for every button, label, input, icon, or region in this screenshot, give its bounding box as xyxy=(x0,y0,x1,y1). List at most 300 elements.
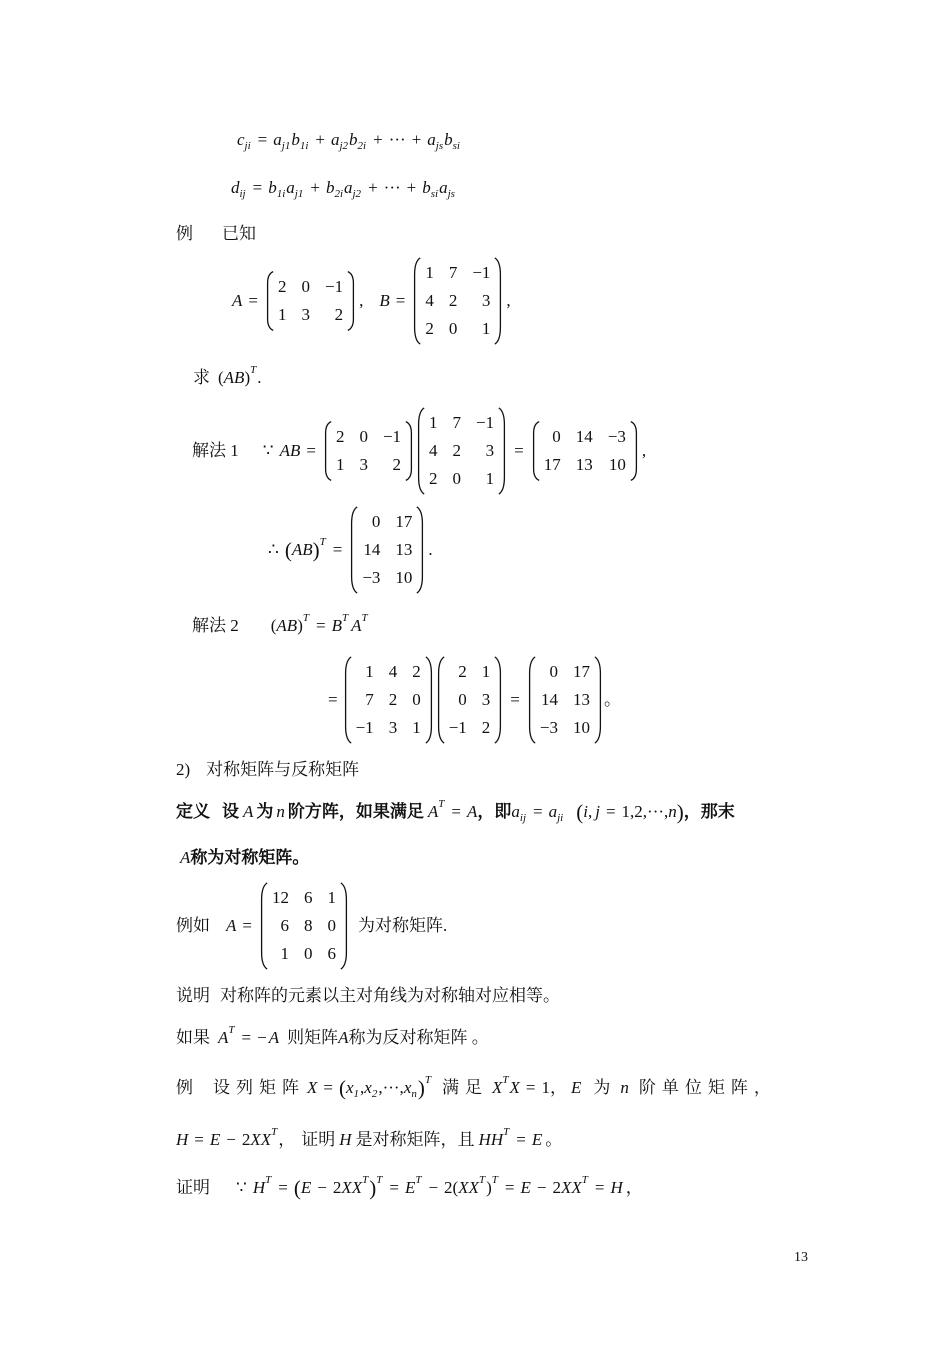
matrix-b xyxy=(412,257,503,345)
number: 2 xyxy=(552,1178,561,1197)
matrix-cell: −1 xyxy=(472,263,491,282)
number-list: 1,2,···, xyxy=(621,802,669,821)
text: 如果 xyxy=(176,1028,210,1047)
matrix-b xyxy=(416,407,507,495)
text: 称为对称矩阵。 xyxy=(190,848,310,867)
punct: . xyxy=(257,368,262,387)
math-var: XX xyxy=(341,1178,363,1197)
operator: = xyxy=(389,1178,399,1197)
math-var: a xyxy=(330,130,340,149)
example-2 xyxy=(176,1074,777,1100)
matrix-cell: 2 xyxy=(481,718,491,737)
paren: ( xyxy=(270,616,277,635)
math-var: A xyxy=(467,802,478,821)
math-var: A xyxy=(218,1028,229,1047)
text: 为 xyxy=(593,1078,611,1097)
matrix-cell: 3 xyxy=(481,291,491,310)
definition-end xyxy=(180,847,309,869)
operator: − xyxy=(257,1028,267,1047)
paren: ( xyxy=(293,1176,301,1200)
matrix-grid xyxy=(538,656,592,744)
matrix-cell: −3 xyxy=(539,718,558,737)
right-paren xyxy=(347,271,355,331)
matrix-b-transpose xyxy=(343,656,434,744)
superscript: T xyxy=(438,798,445,810)
matrix-grid xyxy=(270,882,338,970)
left-paren xyxy=(437,656,445,744)
math-var: n xyxy=(276,802,285,821)
subscript: si xyxy=(430,188,439,200)
right-paren xyxy=(425,656,433,744)
therefore-symbol: ∴ xyxy=(268,540,279,559)
operator: = xyxy=(257,130,268,149)
superscript: T xyxy=(341,612,349,624)
proof-label: 证明 xyxy=(176,1178,210,1197)
math-var: AB xyxy=(276,616,298,635)
matrix-cell: 7 xyxy=(448,263,458,282)
matrix-grid xyxy=(542,421,628,481)
operator: = xyxy=(594,1178,605,1197)
subscript: js xyxy=(435,140,444,152)
subscript: 1 xyxy=(353,1088,360,1100)
operator: = xyxy=(194,1130,204,1149)
paren: ) xyxy=(417,1076,425,1100)
matrix-cell: 2 xyxy=(452,441,462,460)
left-paren xyxy=(532,421,540,481)
paren: ) xyxy=(486,1178,492,1197)
math-var: E xyxy=(520,1178,531,1197)
text: ，即 xyxy=(477,802,512,821)
math-var: c xyxy=(237,130,245,149)
matrix-grid xyxy=(423,257,492,345)
solution-label: 解法 1 xyxy=(192,441,239,460)
math-var: A xyxy=(427,802,439,821)
superscript: T xyxy=(503,1126,510,1138)
left-paren xyxy=(266,271,274,331)
matrix-a xyxy=(265,271,356,331)
math-var: XX xyxy=(458,1178,479,1197)
matrix-cell: 2 xyxy=(334,305,344,324)
matrix-ab-transpose xyxy=(527,656,603,744)
paren: ) xyxy=(297,616,303,635)
matrix-cell: 7 xyxy=(365,690,374,709)
matrix-ab-transpose xyxy=(349,506,425,594)
matrix-cell: 14 xyxy=(363,540,381,559)
matrix-cell: 0 xyxy=(448,319,458,338)
formula-c xyxy=(237,129,461,151)
punct: ， xyxy=(625,1178,643,1197)
matrix-grid xyxy=(360,506,414,594)
matrix-cell: 1 xyxy=(365,662,374,681)
matrix-cell: 14 xyxy=(575,427,593,446)
text: 满足 xyxy=(441,1078,488,1097)
note xyxy=(176,985,560,1007)
matrix-cell: 2 xyxy=(388,690,398,709)
math-var: a xyxy=(511,802,520,821)
right-paren xyxy=(340,882,348,970)
operator: = xyxy=(514,441,524,460)
text: 是对称矩阵，且 xyxy=(355,1130,475,1149)
matrix-cell: 13 xyxy=(575,455,593,474)
math-var: a xyxy=(344,178,353,197)
superscript: T xyxy=(581,1174,588,1186)
subscript: j1 xyxy=(281,140,291,152)
matrix-cell: 0 xyxy=(327,916,336,935)
matrix-a-transpose xyxy=(436,656,504,744)
matrix-cell: 1 xyxy=(280,944,289,963)
operator: = xyxy=(605,802,616,821)
matrix-cell: 13 xyxy=(572,690,590,709)
operator: + xyxy=(368,178,378,197)
superscript: T xyxy=(424,1074,431,1086)
math-var: a xyxy=(548,802,558,821)
matrix-cell: 2 xyxy=(448,291,458,310)
subscript: 2i xyxy=(334,188,343,200)
math-var: XX xyxy=(561,1178,582,1197)
matrix-cell: 1 xyxy=(277,305,287,324)
matrix-cell: 17 xyxy=(543,455,561,474)
operator: = xyxy=(248,291,258,310)
matrix-cell: 1 xyxy=(412,718,421,737)
matrix-cell: 1 xyxy=(425,263,434,282)
punct: 。 xyxy=(603,690,621,709)
math-var: x xyxy=(364,1078,372,1097)
math-var: a xyxy=(439,178,448,197)
matrix-cell: 0 xyxy=(552,427,561,446)
math-var: a xyxy=(286,178,295,197)
paren: ) xyxy=(369,1176,377,1200)
subscript: si xyxy=(452,140,460,152)
subscript: 2 xyxy=(371,1088,378,1100)
subscript: n xyxy=(411,1088,417,1100)
superscript: T xyxy=(415,1174,422,1186)
operator: = xyxy=(316,616,326,635)
example-label: 例 xyxy=(176,224,193,243)
superscript: T xyxy=(361,612,368,624)
text: 为 xyxy=(256,802,274,821)
math-var: A xyxy=(351,616,362,635)
subscript: ji xyxy=(244,140,251,152)
math-var: H xyxy=(610,1178,623,1197)
superscript: T xyxy=(362,1174,369,1186)
example-intro xyxy=(176,223,256,245)
left-paren xyxy=(260,882,268,970)
operator: = xyxy=(242,916,252,935)
math-var: i xyxy=(583,802,588,821)
punct: ， xyxy=(549,1078,567,1097)
math-var: b xyxy=(325,178,335,197)
page-number: 13 xyxy=(794,1250,808,1265)
given-matrices xyxy=(232,257,511,345)
ellipsis: ,···, xyxy=(378,1078,404,1097)
math-var: A xyxy=(232,291,243,310)
matrix-cell: 2 xyxy=(429,469,438,488)
matrix-cell: 2 xyxy=(335,427,345,446)
punct: 。 xyxy=(545,1130,563,1149)
matrix-cell: 1 xyxy=(481,662,491,681)
section-title: 对称矩阵与反称矩阵 xyxy=(206,760,360,779)
example-label: 例 xyxy=(176,1078,193,1097)
math-var: HH xyxy=(478,1130,504,1149)
math-var: E xyxy=(531,1130,543,1149)
proof xyxy=(176,1174,643,1200)
left-paren xyxy=(344,656,352,744)
matrix-cell: 3 xyxy=(301,305,310,324)
punct: , xyxy=(359,291,364,310)
matrix-cell: 0 xyxy=(412,690,421,709)
operator: + xyxy=(411,130,422,149)
formula-d xyxy=(231,177,456,199)
matrix-cell: 0 xyxy=(452,469,462,488)
left-paren xyxy=(528,656,536,744)
text: 证明 xyxy=(301,1130,336,1149)
operator: = xyxy=(504,1178,515,1197)
punct: . xyxy=(428,540,433,559)
left-paren xyxy=(324,421,332,481)
left-paren xyxy=(417,407,425,495)
matrix-cell: 0 xyxy=(458,690,467,709)
math-var: j xyxy=(595,802,600,821)
math-var: A xyxy=(226,916,237,935)
math-var: AB xyxy=(223,368,245,387)
operator: = xyxy=(516,1130,526,1149)
operator: + xyxy=(373,130,383,149)
subscript: 1i xyxy=(299,140,309,152)
matrix-cell: 0 xyxy=(301,277,310,296)
math-var: b xyxy=(291,130,300,149)
math-var: A xyxy=(180,848,191,867)
paren: ( xyxy=(338,1076,346,1100)
math-var: b xyxy=(422,178,431,197)
matrix-a xyxy=(323,421,414,481)
paren: ( xyxy=(218,368,224,387)
paren: ( xyxy=(576,800,584,824)
operator: − xyxy=(226,1130,236,1149)
operator: = xyxy=(241,1028,252,1047)
math-var: X xyxy=(491,1078,503,1097)
punct: , xyxy=(641,441,647,460)
matrix-cell: 8 xyxy=(303,916,313,935)
matrix-cell: 1 xyxy=(327,888,336,907)
matrix-cell: 1 xyxy=(335,455,345,474)
superscript: T xyxy=(271,1126,278,1138)
math-var: A xyxy=(268,1028,280,1047)
subscript: ij xyxy=(519,812,527,824)
text: 则矩阵 xyxy=(287,1028,339,1047)
matrix-cell: 0 xyxy=(371,512,381,531)
operator: = xyxy=(306,441,316,460)
text: 称为反对称矩阵 。 xyxy=(348,1028,489,1047)
math-var: n xyxy=(620,1078,629,1097)
matrix-cell: −1 xyxy=(324,277,344,296)
number: 1 xyxy=(541,1078,550,1097)
matrix-cell: 3 xyxy=(485,441,495,460)
math-var: x xyxy=(345,1078,354,1097)
matrix-cell: 2 xyxy=(425,319,434,338)
note-label: 说明 xyxy=(176,986,210,1005)
superscript: T xyxy=(502,1074,509,1086)
symmetric-example xyxy=(176,882,447,970)
operator: − xyxy=(536,1178,547,1197)
matrix-cell: 7 xyxy=(452,413,462,432)
subscript: js xyxy=(447,188,455,200)
matrix-cell: 6 xyxy=(327,944,336,963)
matrix-cell: 17 xyxy=(572,662,590,681)
matrix-cell: 14 xyxy=(540,690,558,709)
matrix-cell: 17 xyxy=(395,512,413,531)
operator: = xyxy=(395,291,406,310)
left-paren xyxy=(413,257,421,345)
definition-label: 定义 xyxy=(176,802,210,821)
subscript: j2 xyxy=(339,140,349,152)
operator: + xyxy=(315,130,325,149)
subscript: j2 xyxy=(352,188,362,200)
antisymmetric-statement xyxy=(176,1024,489,1049)
math-var: AB xyxy=(279,441,301,460)
text: 对称阵的元素以主对角线为对称轴对应相等。 xyxy=(220,986,560,1005)
matrix-cell: 0 xyxy=(359,427,368,446)
solution-2-calc xyxy=(328,656,621,744)
right-paren xyxy=(594,656,602,744)
text: ，那末 xyxy=(683,802,735,821)
superscript: T xyxy=(376,1174,383,1186)
because-symbol: ∵ xyxy=(236,1178,247,1197)
text: 设 xyxy=(222,802,239,821)
operator: = xyxy=(278,1178,288,1197)
operator: = xyxy=(323,1078,333,1097)
operator: − xyxy=(317,1178,327,1197)
math-var: E xyxy=(209,1130,221,1149)
math-var: A xyxy=(243,802,254,821)
matrix-cell: −3 xyxy=(362,568,381,587)
solution-2 xyxy=(192,612,369,637)
matrix-cell: 1 xyxy=(485,469,495,488)
matrix-cell: 2 xyxy=(412,662,421,681)
ellipsis: ··· xyxy=(388,130,406,149)
punct: , xyxy=(360,1078,365,1097)
subscript: 1i xyxy=(276,188,286,200)
text: 求 xyxy=(193,368,210,387)
text: 阶方阵，如果满足 xyxy=(287,802,424,821)
solution-label: 解法 2 xyxy=(192,616,239,635)
matrix-grid xyxy=(447,656,493,744)
math-var: E xyxy=(300,1178,312,1197)
subscript: ji xyxy=(557,812,564,824)
math-var: XX xyxy=(250,1130,272,1149)
math-var: X xyxy=(307,1078,318,1097)
matrix-cell: 2 xyxy=(392,455,402,474)
number: 2( xyxy=(444,1178,459,1197)
math-var: E xyxy=(404,1178,416,1197)
matrix-grid xyxy=(354,656,423,744)
matrix-cell: −1 xyxy=(382,427,402,446)
math-var: b xyxy=(268,178,277,197)
math-var: a xyxy=(427,130,436,149)
paren: ) xyxy=(312,538,320,562)
operator: − xyxy=(428,1178,439,1197)
punct: , xyxy=(506,291,511,310)
superscript: T xyxy=(319,536,326,548)
punct: ， xyxy=(278,1130,296,1149)
matrix-ab xyxy=(531,421,639,481)
right-paren xyxy=(494,656,502,744)
matrix-cell: 4 xyxy=(425,291,434,310)
right-paren xyxy=(494,257,502,345)
math-var: d xyxy=(231,178,240,197)
matrix-grid xyxy=(334,421,403,481)
matrix-grid xyxy=(427,407,496,495)
definition xyxy=(176,798,735,824)
matrix-cell: 2 xyxy=(277,277,287,296)
math-var: x xyxy=(403,1078,412,1097)
matrix-cell: 10 xyxy=(572,718,590,737)
solution-1 xyxy=(192,407,646,495)
matrix-cell: −1 xyxy=(476,413,495,432)
right-paren xyxy=(630,421,638,481)
superscript: T xyxy=(302,612,309,624)
section-number: 2) xyxy=(176,760,191,779)
number: 2 xyxy=(332,1178,342,1197)
matrix-cell: 3 xyxy=(481,690,491,709)
right-paren xyxy=(498,407,506,495)
example-label: 例如 xyxy=(176,916,210,935)
matrix-cell: 0 xyxy=(549,662,558,681)
math-var: n xyxy=(668,802,677,821)
superscript: T xyxy=(265,1174,272,1186)
because-symbol: ∵ xyxy=(262,441,274,460)
operator: + xyxy=(310,178,320,197)
matrix-cell: 3 xyxy=(388,718,398,737)
math-var: E xyxy=(570,1078,582,1097)
operator: + xyxy=(406,178,417,197)
operator: = xyxy=(510,690,520,709)
matrix-cell: 3 xyxy=(359,455,368,474)
paren: ) xyxy=(244,368,251,387)
find-statement xyxy=(193,364,262,389)
subscript: j1 xyxy=(294,188,304,200)
paren: ) xyxy=(676,800,684,824)
solution-1-result xyxy=(268,506,433,594)
math-var: A xyxy=(338,1028,349,1047)
operator: = xyxy=(525,1078,536,1097)
text: 设列矩阵 xyxy=(213,1078,305,1097)
matrix-cell: −3 xyxy=(607,427,626,446)
right-paren xyxy=(416,506,424,594)
operator: = xyxy=(533,802,543,821)
math-var: H xyxy=(176,1130,189,1149)
math-var: B xyxy=(331,616,342,635)
text: 已知 xyxy=(222,224,256,243)
matrix-cell: 4 xyxy=(388,662,398,681)
section-heading xyxy=(176,759,359,781)
math-var: B xyxy=(379,291,390,310)
matrix-cell: −1 xyxy=(448,718,467,737)
superscript: T xyxy=(491,1174,498,1186)
math-var: X xyxy=(509,1078,520,1097)
right-paren xyxy=(405,421,413,481)
math-var: H xyxy=(252,1178,266,1197)
matrix-cell: 6 xyxy=(303,888,313,907)
matrix-cell: 6 xyxy=(280,916,289,935)
paren: ( xyxy=(284,538,292,562)
matrix-cell: 4 xyxy=(429,441,438,460)
operator: = xyxy=(328,690,338,709)
matrix-cell: 13 xyxy=(395,540,413,559)
superscript: T xyxy=(228,1024,235,1036)
matrix-cell: 12 xyxy=(271,888,289,907)
matrix-cell: 10 xyxy=(395,568,413,587)
superscript: T xyxy=(479,1174,486,1186)
